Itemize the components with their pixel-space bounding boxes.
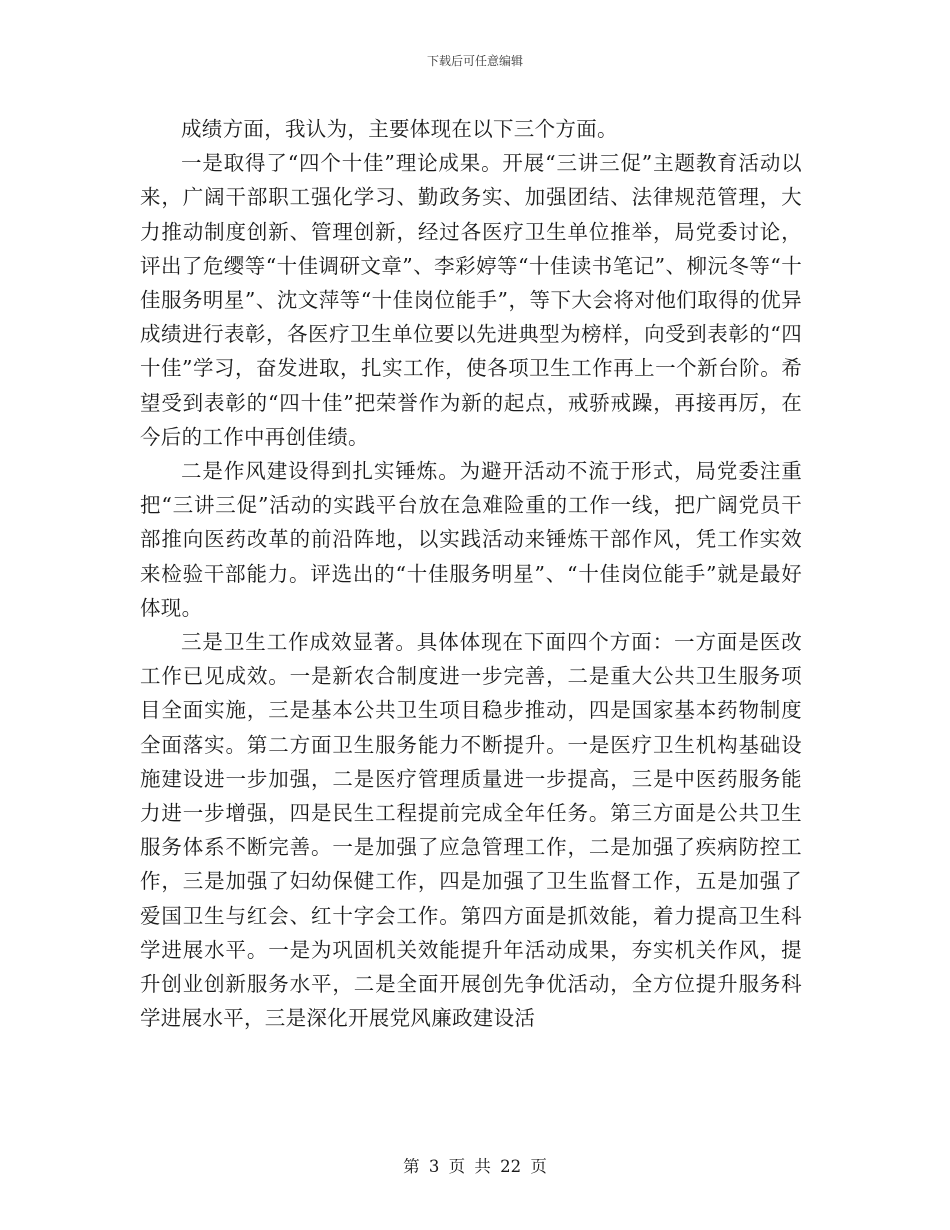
paragraph-achievement-one: 一是取得了“四个十佳”理论成果。开展“三讲三促”主题教育活动以来，广阔干部职工强化学习、勤政务实、加强团结、法律规范管理，大力推动制度创新、管理创新，经过各医疗卫生单位推举，局党委讨论，评出了危缨等“十佳调研文章”、李彩婷等“十佳读书笔记”、柳沅冬等“十佳服务明星”、沈文萍等“十佳岗位能手”，等下大会将对他们取得的优异成绩进行表彰，各医疗卫生单位要以先进典型为榜样，向受到表彰的“四十佳”学习，奋发进取，扎实工作，使各项卫生工作再上一个新台阶。希望受到表彰的“四十佳”把荣誉作为新的起点，戒骄戒躁，再接再厉，在今后的工作中再创佳绩。: [140, 151, 802, 449]
paragraph-achievement-two: 二是作风建设得到扎实锤炼。为避开活动不流于形式，局党委注重把“三讲三促”活动的实践平台放在急难险重的工作一线，把广阔党员干部推向医药改革的前沿阵地，以实践活动来锤炼干部作风，凭工作实效来检验干部能力。评选出的“十佳服务明星”、“十佳岗位能手”就是最好体现。: [140, 459, 802, 620]
page-header: 下载后可任意编辑: [426, 54, 523, 68]
page-number-footer: 第 3 页 共 22 页: [403, 1157, 547, 1176]
paragraph-intro: 成绩方面，我认为，主要体现在以下三个方面。: [181, 117, 618, 141]
paragraph-achievement-three: 三是卫生工作成效显著。具体体现在下面四个方面：一方面是医改工作已见成效。一是新农合制度进一步完善，二是重大公共卫生服务项目全面实施，三是基本公共卫生项目稳步推动，四是国家基本药物制度全面落实。第二方面卫生服务能力不断提升。一是医疗卫生机构基础设施建设进一步加强，二是医疗管理质量进一步提高，三是中医药服务能力进一步增强，四是民生工程提前完成全年任务。第三方面是公共卫生服务体系不断完善。一是加强了应急管理工作，二是加强了疾病防控工作，三是加强了妇幼保健工作，四是加强了卫生监督工作，五是加强了爱国卫生与红会、红十字会工作。第四方面是抓效能，着力提高卫生科学进展水平。一是为巩固机关效能提升年活动成果，夯实机关作风，提升创业创新服务水平，二是全面开展创先争优活动，全方位提升服务科学进展水平，三是深化开展党风廉政建设活: [140, 630, 802, 1031]
document-body: [140, 112, 802, 1035]
